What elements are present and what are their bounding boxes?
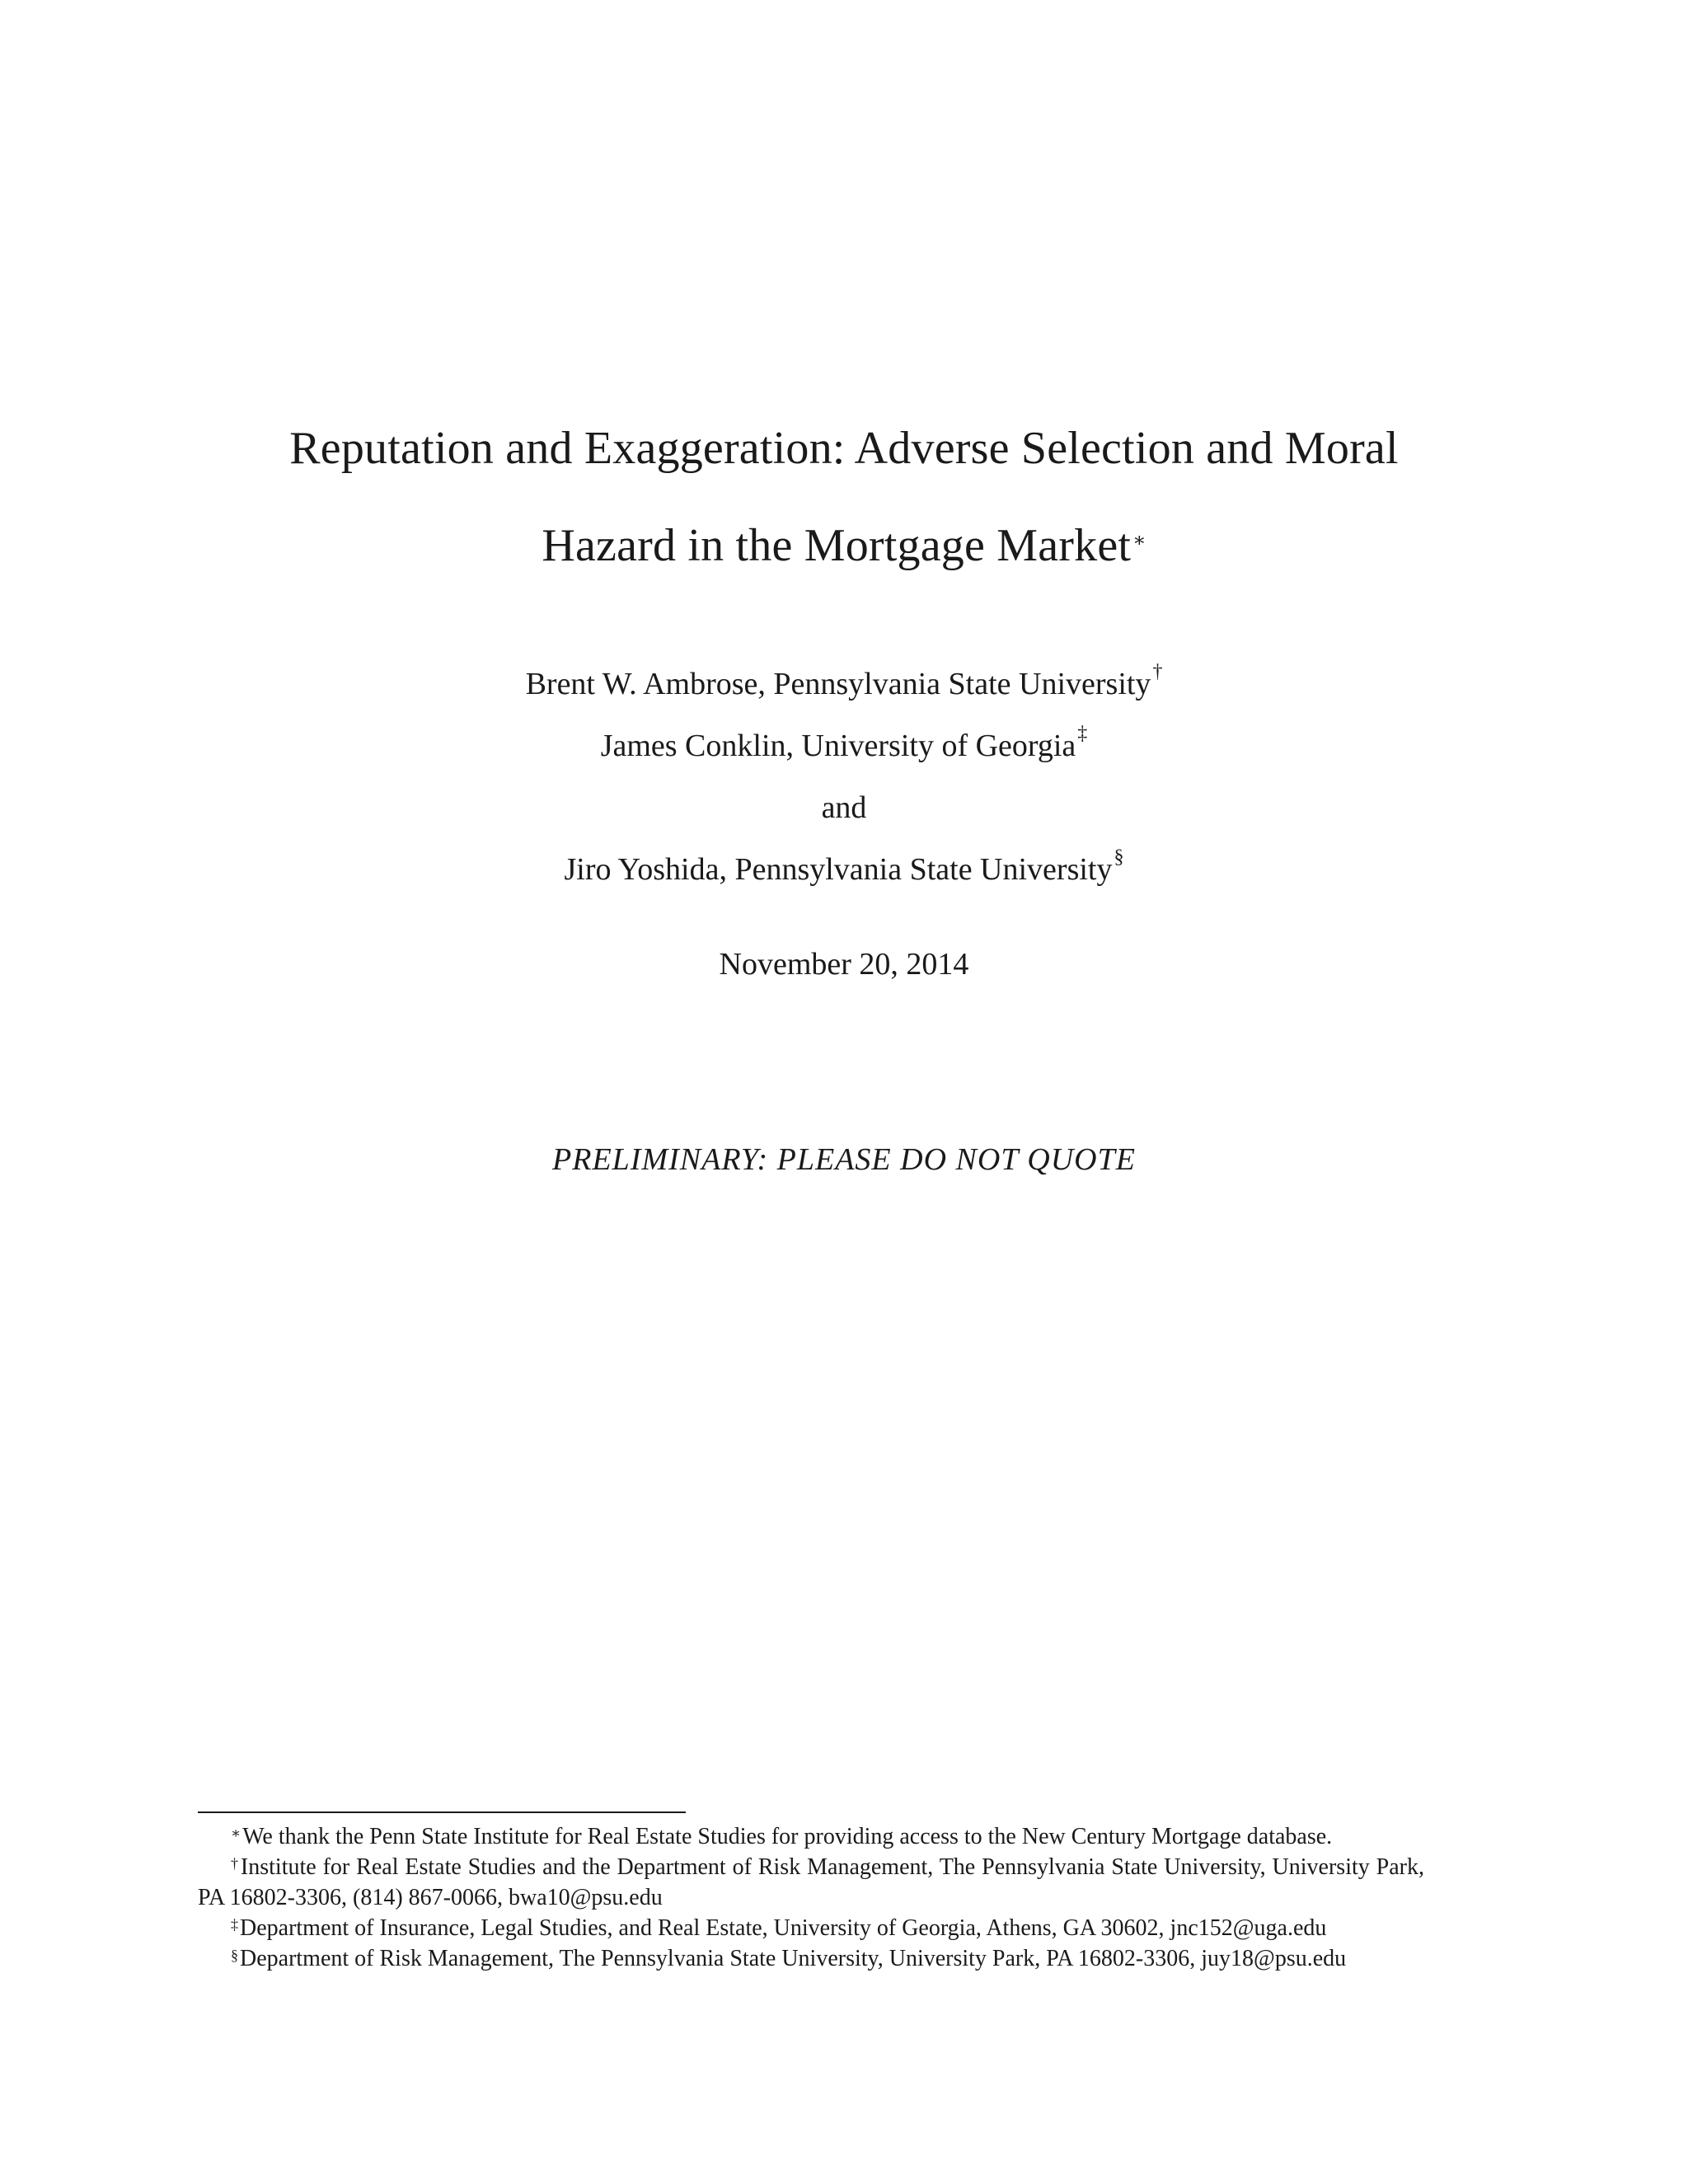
footnote-2-mark: † — [231, 1855, 239, 1872]
footnote-3 — [198, 1913, 1424, 1943]
title-footnote-mark: ∗ — [1132, 530, 1146, 551]
paper-title-line-2-text: Hazard in the Mortgage Market — [542, 520, 1132, 571]
author-2-footnote-mark: ‡ — [1077, 723, 1088, 744]
author-1-footnote-mark: † — [1152, 661, 1163, 682]
footnote-rule — [198, 1811, 686, 1813]
footnote-2 — [198, 1852, 1424, 1913]
author-conjunction: and — [821, 790, 867, 825]
paper-title-line-2 — [0, 497, 1688, 594]
author-1 — [0, 661, 1688, 702]
footnote-1-text: We thank the Penn State Institute for Real Estate Studies for providing access to the New Century Mortgage database. — [242, 1824, 1333, 1849]
author-2-text: James Conklin, University of Georgia — [600, 729, 1076, 763]
footnote-4-mark: § — [231, 1947, 238, 1963]
paper-title — [0, 400, 1688, 594]
footnote-3-text: Department of Insurance, Legal Studies, and Real Estate, University of Georgia, Athens, GA 30602, jnc152@uga.edu — [240, 1915, 1327, 1941]
preliminary-notice: PRELIMINARY: PLEASE DO NOT QUOTE — [552, 1142, 1136, 1177]
author-3-footnote-mark: § — [1114, 846, 1124, 868]
footnote-4 — [198, 1943, 1424, 1974]
footnote-3-mark: ‡ — [231, 1916, 238, 1933]
author-3-text: Jiro Yoshida, Pennsylvania State University — [564, 852, 1113, 887]
footnote-4-text: Department of Risk Management, The Pennsylvania State University, University Park, PA 16802-3306, juy18@psu.edu — [240, 1946, 1347, 1971]
paper-title-line-1: Reputation and Exaggeration: Adverse Selection and Moral — [289, 423, 1399, 474]
footnote-1-mark: ∗ — [231, 1825, 241, 1841]
author-1-text: Brent W. Ambrose, Pennsylvania State University — [525, 667, 1151, 701]
paper-date: November 20, 2014 — [719, 947, 969, 982]
author-3 — [0, 846, 1688, 888]
footnotes — [198, 1821, 1424, 1974]
footnote-1 — [198, 1821, 1424, 1852]
footnote-2-text: Institute for Real Estate Studies and the Department of Risk Management, The Pennsylvania State University, University Park, PA 16802-3306, (814) 867-0066, bwa10@psu.edu — [198, 1854, 1425, 1910]
author-2 — [0, 723, 1688, 764]
